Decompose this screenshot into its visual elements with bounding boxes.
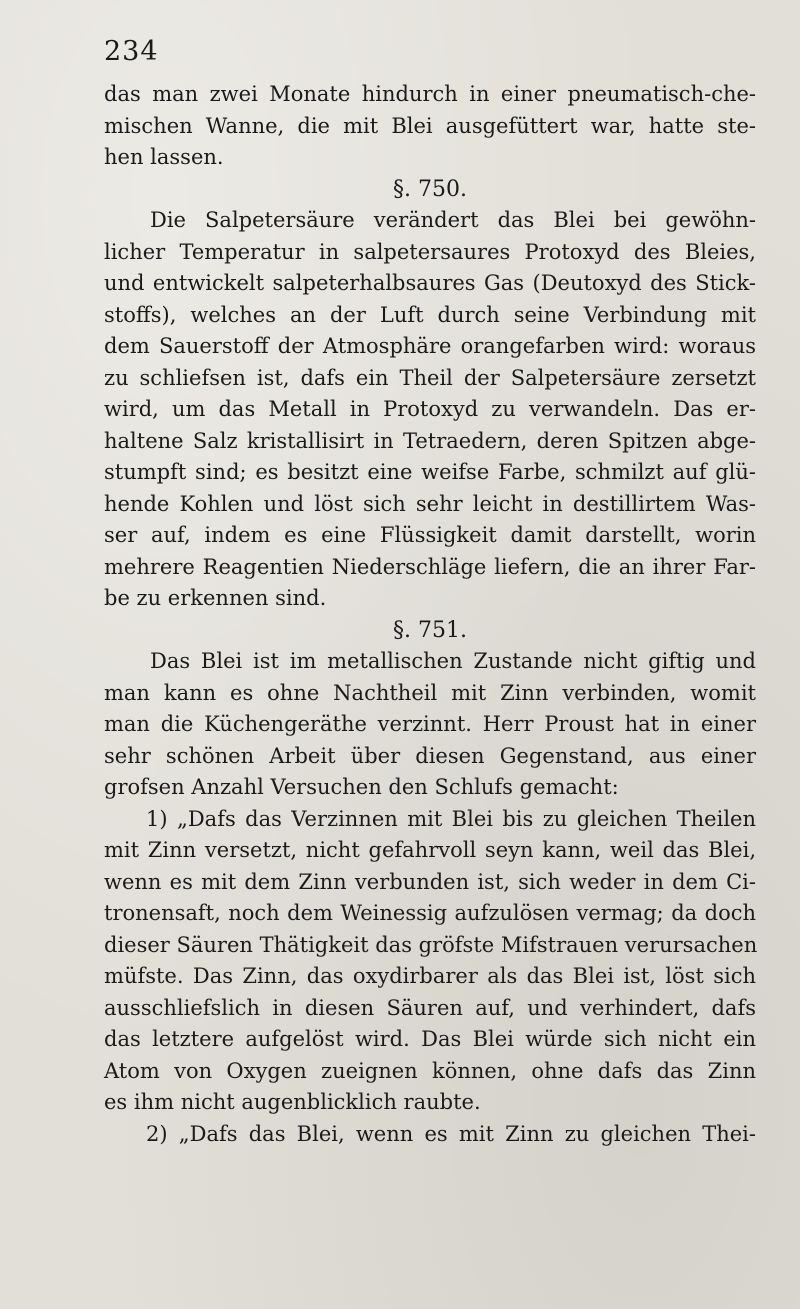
text-line: zu schliefsen ist, dafs ein Theil der Salpetersäure zersetzt [104, 365, 756, 390]
text-line: müfste. Das Zinn, das oxydirbarer als das Blei ist, löst sich [104, 964, 756, 988]
text-line: haltene Salz kristallisirt in Tetraedern, deren Spitzen abge- [104, 428, 756, 453]
section-heading-751: §. 751. [393, 617, 467, 643]
text-line: sehr schönen Arbeit über diesen Gegenstand, aus einer [104, 743, 756, 768]
text-line: ser auf, indem es eine Flüssigkeit damit darstellt, worin [104, 523, 756, 547]
text-line: tronensaft, noch dem Weinessig aufzulösen vermag; da doch [104, 901, 756, 925]
page-text [104, 79, 756, 1150]
text-line: stumpft sind; es besitzt eine weifse Farbe, schmilzt auf glü- [104, 460, 756, 484]
text-line: ausschliefslich in diesen Säuren auf, und verhindert, dafs [104, 995, 756, 1020]
text-line: Atom von Oxygen zueignen können, ohne dafs das Zinn [104, 1058, 756, 1083]
text-line: Das Blei ist im metallischen Zustande nicht giftig und [150, 649, 756, 673]
text-line: grofsen Anzahl Versuchen den Schlufs gemacht: [104, 775, 619, 799]
text-line: das letztere aufgelöst wird. Das Blei würde sich nicht ein [104, 1027, 756, 1051]
text-line: Die Salpetersäure verändert das Blei bei gewöhn- [150, 208, 756, 232]
text-line: be zu erkennen sind. [104, 586, 327, 610]
text-line: hende Kohlen und löst sich sehr leicht in destillirtem Was- [104, 491, 756, 516]
text-line: stoffs), welches an der Luft durch seine Verbindung mit [104, 302, 756, 327]
text-line: mischen Wanne, die mit Blei ausgefüttert war, hatte ste- [104, 113, 756, 138]
text-line: 1) „Dafs das Verzinnen mit Blei bis zu gleichen Theilen [146, 806, 756, 831]
text-line: dem Sauerstoff der Atmosphäre orangefarben wird: woraus [104, 334, 756, 358]
page-number: 234 [104, 36, 159, 67]
text-line: das man zwei Monate hindurch in einer pneumatisch-che- [104, 82, 756, 106]
text-line: hen lassen. [104, 145, 224, 169]
text-line: und entwickelt salpeterhalbsaures Gas (Deutoxyd des Stick- [104, 271, 756, 295]
text-line: man die Küchengeräthe verzinnt. Herr Proust hat in einer [104, 712, 756, 736]
text-line: man kann es ohne Nachtheil mit Zinn verbinden, womit [104, 680, 756, 705]
text-line: licher Temperatur in salpetersaures Protoxyd des Bleies, [104, 239, 756, 264]
text-line: mit Zinn versetzt, nicht gefahrvoll seyn kann, weil das Blei, [104, 838, 756, 862]
text-line: dieser Säuren Thätigkeit das gröfste Mifstrauen verursachen [104, 932, 758, 957]
text-line: wird, um das Metall in Protoxyd zu verwandeln. Das er- [104, 397, 756, 421]
text-line: mehrere Reagentien Niederschläge liefern, die an ihrer Far- [104, 554, 756, 579]
section-heading-750: §. 750. [393, 176, 467, 202]
text-line: 2) „Dafs das Blei, wenn es mit Zinn zu gleichen Thei- [146, 1121, 756, 1146]
text-line: wenn es mit dem Zinn verbunden ist, sich weder in dem Ci- [104, 869, 756, 894]
text-line: es ihm nicht augenblicklich raubte. [104, 1090, 481, 1114]
